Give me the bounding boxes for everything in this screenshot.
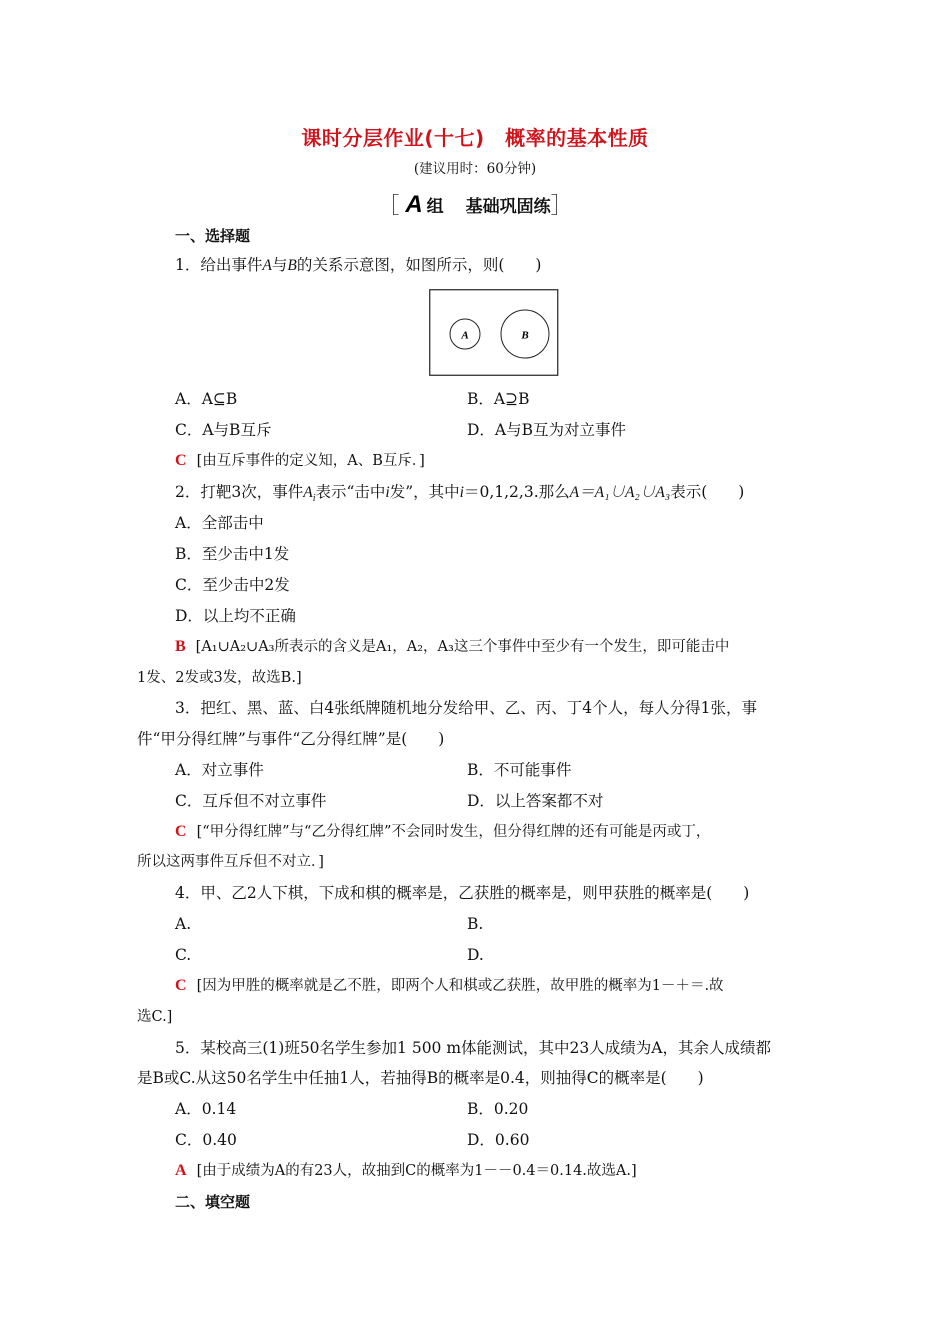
answer-letter: B — [175, 638, 186, 655]
question-5-stem-cont: 是B或C.从这50名学生中任抽1人，若抽得B的概率是0.4，则抽得C的概率是( ) — [137, 1069, 704, 1087]
suggested-time: (建议用时：60分钟) — [413, 161, 537, 177]
answer-letter: C — [175, 977, 187, 994]
question-1-option-b: B．A⊇B — [467, 390, 530, 408]
answer-letter: C — [175, 452, 187, 469]
question-3-option-b: B．不可能事件 — [467, 761, 572, 779]
question-3-explanation: C [“甲分得红牌”与“乙分得红牌”不会同时发生，但分得红牌的还有可能是丙或丁， — [175, 823, 711, 840]
question-4-explanation: C [因为甲胜的概率就是乙不胜，即两个人和棋或乙获胜，故甲胜的概率为1－＋＝.故 — [175, 977, 724, 994]
question-1-option-c: C．A与B互斥 — [175, 421, 272, 439]
section-heading-fill: 二、填空题 — [175, 1193, 251, 1211]
group-letter: A — [405, 191, 423, 218]
question-2-option-a: A．全部击中 — [175, 514, 264, 532]
right-bracket-icon: ］ — [550, 194, 573, 219]
question-3-stem: 3．把红、黑、蓝、白4张纸牌随机地分发给甲、乙、丙、丁4个人，每人分得1张，事 — [175, 699, 757, 717]
section-heading-choice: 一、选择题 — [175, 227, 251, 245]
group-label-2: 基础巩固练 — [465, 197, 551, 217]
question-5-option-d: D．0.60 — [467, 1131, 530, 1149]
question-2-explanation-cont: 1发、2发或3发，故选B.] — [137, 670, 302, 686]
left-bracket-icon: ［ — [377, 194, 400, 219]
page-title: 课时分层作业(十七) 概率的基本性质 — [301, 126, 649, 150]
question-3-option-a: A．对立事件 — [175, 761, 264, 779]
question-2-option-c: C．至少击中2发 — [175, 576, 290, 594]
venn-label-a: A — [461, 329, 469, 342]
question-5-option-c: C．0.40 — [175, 1131, 237, 1149]
question-1-option-d: D．A与B互为对立事件 — [467, 421, 627, 439]
question-5-option-a: A．0.14 — [175, 1100, 237, 1118]
question-1-option-a: A．A⊆B — [175, 390, 238, 408]
venn-diagram — [429, 289, 559, 377]
question-3-explanation-cont: 所以这两事件互斥但不对立．] — [137, 854, 324, 870]
question-1-stem: 1．给出事件A与B的关系示意图，如图所示，则( ) — [175, 256, 542, 274]
group-label-1: 组 — [426, 197, 444, 217]
question-4-explanation-cont: 选C.] — [137, 1009, 173, 1025]
question-2-explanation: B [A₁∪A₂∪A₃所表示的含义是A₁，A₂，A₃这三个事件中至少有一个发生，即可能击中 — [175, 638, 730, 655]
question-3-option-c: C．互斥但不对立事件 — [175, 792, 327, 810]
answer-letter: C — [175, 823, 187, 840]
question-3-stem-cont: 件“甲分得红牌”与事件“乙分得红牌”是( ) — [137, 730, 445, 748]
venn-label-b: B — [521, 329, 529, 342]
question-2-stem: 2．打靶3次，事件$A_i$表示“击中i发”，其中i＝0,1,2,3.那么A＝A₁∪A₂∪A₃表示( ) — [175, 483, 745, 505]
venn-frame — [430, 290, 558, 376]
group-heading — [0, 188, 950, 219]
question-3-option-d: D．以上答案都不对 — [467, 792, 604, 810]
question-4-option-c: C. — [175, 946, 192, 964]
question-2-option-d: D．以上均不正确 — [175, 607, 296, 625]
question-5-explanation: A [由于成绩为A的有23人，故抽到C的概率为1－－0.4＝0.14.故选A.] — [175, 1162, 637, 1179]
question-4-option-b: B. — [467, 915, 484, 933]
question-1-explanation: C [由互斥事件的定义知，A、B互斥．] — [175, 452, 425, 469]
answer-letter: A — [175, 1162, 187, 1179]
question-4-option-d: D. — [467, 946, 484, 964]
question-5-option-b: B．0.20 — [467, 1100, 529, 1118]
question-5-stem: 5．某校高三(1)班50名学生参加1 500 m体能测试，其中23人成绩为A，其余人成绩都 — [175, 1039, 771, 1057]
question-4-option-a: A. — [175, 915, 192, 933]
question-4-stem: 4．甲、乙2人下棋，下成和棋的概率是，乙获胜的概率是，则甲获胜的概率是( ) — [175, 884, 750, 902]
question-2-option-b: B．至少击中1发 — [175, 545, 290, 563]
